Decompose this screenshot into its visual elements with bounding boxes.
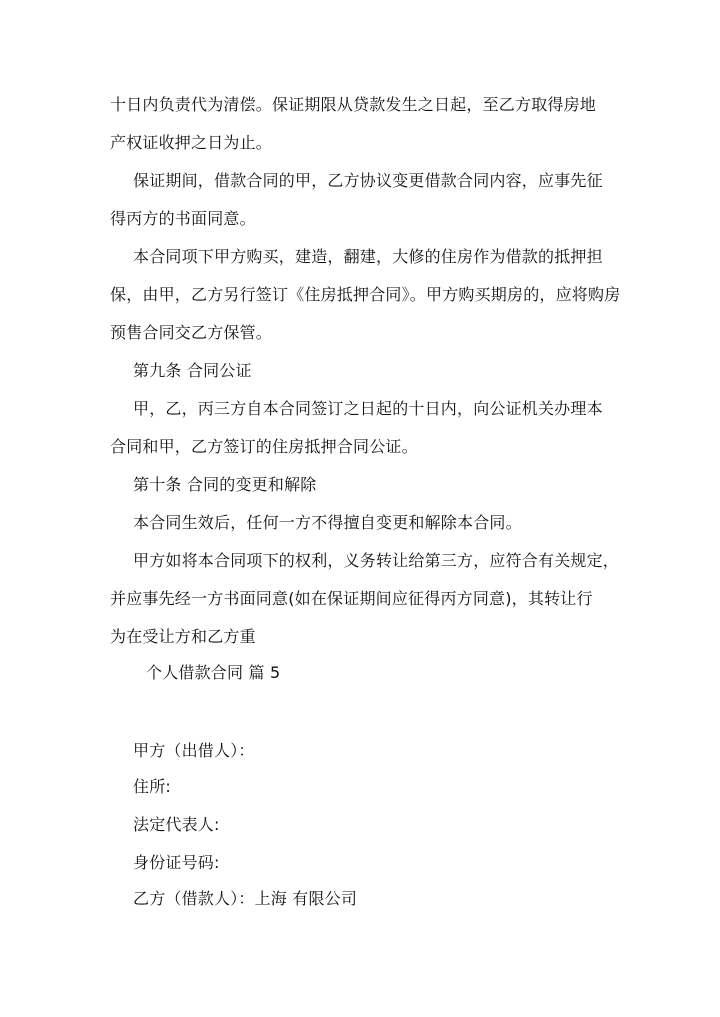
borrower-field: 乙方（借款人）：上海 有限公司 bbox=[133, 889, 358, 908]
paragraph-5-line-2: 合同和甲，乙方签订的住房抵押合同公证。 bbox=[110, 437, 418, 456]
paragraph-2-line-1: 保证期间，借款合同的甲，乙方协议变更借款合同内容，应事先征 bbox=[133, 171, 603, 190]
address-field: 住所: bbox=[133, 777, 171, 796]
lender-field: 甲方（出借人）： bbox=[133, 741, 255, 760]
section-heading: 个人借款合同 篇 5 bbox=[146, 663, 281, 682]
paragraph-7-line-1: 本合同生效后，任何一方不得擅自变更和解除本合同。 bbox=[133, 513, 522, 532]
paragraph-3-line-1: 本合同项下甲方购买，建造，翻建，大修的住房作为借款的抵押担 bbox=[133, 247, 603, 266]
paragraph-1-line-2: 产权证收押之日为止。 bbox=[110, 133, 273, 152]
paragraph-8-line-3: 为在受让方和乙方重 bbox=[110, 627, 256, 646]
paragraph-2-line-2: 得丙方的书面同意。 bbox=[110, 209, 256, 228]
paragraph-8-line-2: 并应事先经一方书面同意(如在保证期间应征得丙方同意)，其转让行 bbox=[110, 589, 593, 608]
legal-representative-field: 法定代表人: bbox=[133, 815, 220, 834]
paragraph-5-line-1: 甲，乙，丙三方自本合同签订之日起的十日内，向公证机关办理本 bbox=[133, 399, 603, 418]
article-9-heading: 第九条 合同公证 bbox=[133, 361, 252, 380]
article-10-heading: 第十条 合同的变更和解除 bbox=[133, 475, 317, 494]
paragraph-8-line-1: 甲方如将本合同项下的权利，义务转让给第三方，应符合有关规定， bbox=[133, 551, 620, 570]
paragraph-3-line-2: 保，由甲，乙方另行签订《住房抵押合同》。甲方购买期房的，应将购房 bbox=[110, 285, 621, 304]
id-number-field: 身份证号码: bbox=[133, 853, 220, 872]
paragraph-1-line-1: 十日内负责代为清偿。保证期限从贷款发生之日起，至乙方取得房地 bbox=[110, 95, 597, 114]
paragraph-3-line-3: 预售合同交乙方保管。 bbox=[110, 323, 273, 342]
